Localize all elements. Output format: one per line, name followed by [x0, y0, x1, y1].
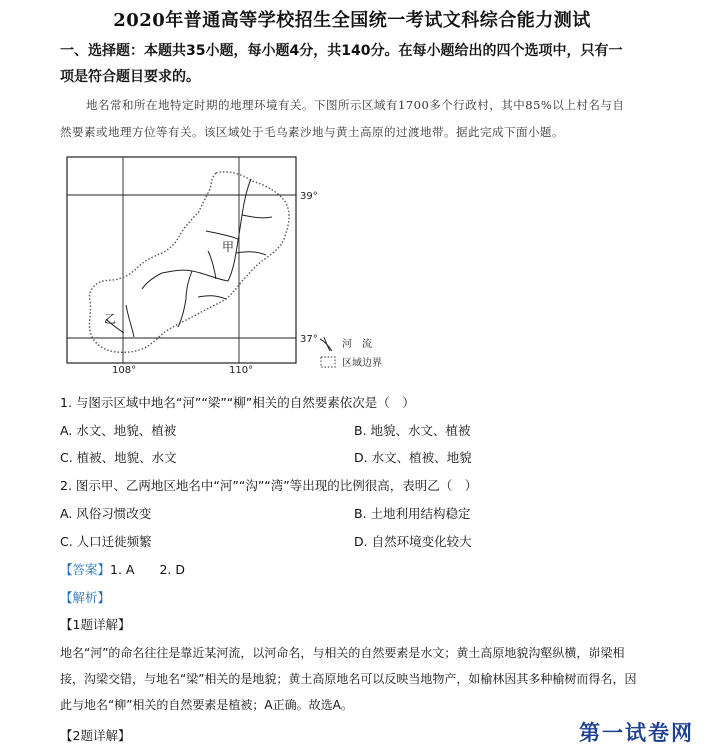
question-1-stem: 1. 与图示区域中地名“河”“梁”“柳”相关的自然要素依次是（ ） — [60, 395, 415, 410]
region-map — [66, 155, 416, 375]
detail-1-text: 地名“河”的命名往往是靠近某河流，以河命名，与相关的自然要素是水文；黄土高原地貌沟壑纵横，峁梁相接，沟梁交错，与地名“梁”相关的是地貌；黄土高原地名可以反映当地物产，如榆林因其多种榆树而得名，因此与地名“柳”相关的自然要素是植被；A正确。故选A。 — [60, 646, 637, 712]
label-lat-37: 37° — [300, 334, 318, 345]
intro-line1: 地名常和所在地特定时期的地理环境有关。下图所示区域有1700多个行政村，其中85%以上村名与自 — [86, 98, 625, 112]
label-jia: 甲 — [222, 240, 235, 254]
label-yi: 乙 — [104, 312, 117, 326]
analysis-tag: 【解析】 — [60, 590, 111, 605]
watermark-logo: 第一试卷网 — [579, 720, 694, 745]
legend-river-icon — [320, 339, 332, 351]
label-lon-110: 110° — [229, 365, 254, 375]
detail-1-heading: 【1题详解】 — [60, 617, 131, 632]
detail-2-heading: 【2题详解】 — [60, 728, 131, 743]
legend-boundary-icon — [321, 357, 335, 367]
question-1-option-c[interactable]: C. 植被、地貌、水文 — [60, 450, 177, 465]
page-title: 2020年普通高等学校招生全国统一考试文科综合能力测试 — [113, 10, 591, 31]
section-heading-line1: 一、选择题：本题共35小题，每小题4分，共140分。在每小题给出的四个选项中，只有一 — [60, 43, 623, 59]
river-network — [106, 179, 272, 337]
question-2-option-a[interactable]: A. 风俗习惯改变 — [60, 506, 152, 521]
analysis-line — [60, 588, 110, 606]
question-2-option-b[interactable]: B. 土地利用结构稳定 — [354, 506, 471, 521]
question-1-option-a[interactable]: A. 水文、地貌、植被 — [60, 423, 177, 438]
section-heading-line2: 项是符合题目要求的。 — [60, 69, 200, 85]
question-2-option-d[interactable]: D. 自然环境变化较大 — [354, 534, 472, 549]
answer-tag: 【答案】 — [60, 562, 111, 577]
question-2-stem: 2. 图示甲、乙两地区地名中“河”“沟”“湾”等出现的比例很高，表明乙（ ） — [60, 478, 478, 493]
question-1-option-b[interactable]: B. 地貌、水文、植被 — [354, 423, 471, 438]
answer-text: 1. A 2. D — [110, 562, 185, 577]
label-lon-108: 108° — [112, 365, 137, 375]
legend-river-label: 河 流 — [342, 339, 372, 350]
answer-line — [60, 560, 185, 578]
legend-boundary-label: 区域边界 — [342, 358, 382, 369]
intro-line2: 然要素或地理方位等有关。该区域处于毛乌素沙地与黄土高原的过渡地带。据此完成下面小题。 — [60, 125, 564, 139]
label-lat-39: 39° — [300, 191, 318, 202]
region-boundary — [89, 172, 289, 352]
question-2-option-c[interactable]: C. 人口迁徙频繁 — [60, 534, 152, 549]
question-1-option-d[interactable]: D. 水文、植被、地貌 — [354, 450, 472, 465]
map-frame — [67, 157, 296, 363]
